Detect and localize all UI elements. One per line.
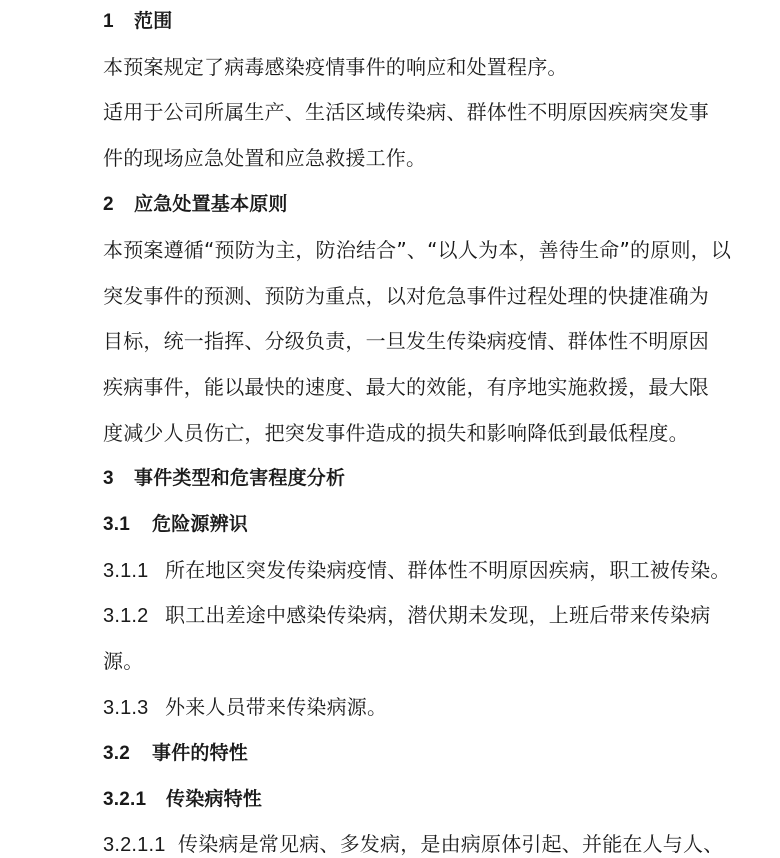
section-3-2-heading	[103, 741, 248, 766]
section-number: 3.2.1	[103, 789, 147, 810]
item-text: 外来人员带来传染病源。	[165, 695, 388, 719]
paragraph-line: 源。	[103, 649, 144, 673]
section-3-heading	[103, 466, 345, 491]
paragraph-line: 件的现场应急处置和应急救援工作。	[103, 146, 427, 170]
item-number: 3.2.1.1	[103, 834, 166, 856]
item-text: 职工出差途中感染传染病，潜伏期未发现，上班后带来传染病	[165, 603, 711, 627]
section-1-heading	[103, 9, 172, 34]
paragraph-line: 本预案遵循“预防为主，防治结合”、“以人为本，善待生命”的原则，以	[103, 238, 732, 262]
section-title: 事件的特性	[152, 742, 249, 764]
paragraph-line: 目标，统一指挥、分级负责，一旦发生传染病疫情、群体性不明原因	[103, 329, 709, 353]
paragraph: 本预案规定了病毒感染疫情事件的响应和处置程序。	[103, 55, 568, 79]
section-number: 3	[103, 468, 114, 489]
paragraph-line: 适用于公司所属生产、生活区域传染病、群体性不明原因疾病突发事	[103, 100, 709, 124]
item-text: 传染病是常见病、多发病，是由病原体引起、并能在人与人、	[178, 832, 724, 856]
section-title: 危险源辨识	[152, 513, 249, 535]
section-number: 1	[103, 11, 114, 32]
item-number: 3.1.3	[103, 697, 149, 719]
section-number: 3.2	[103, 743, 131, 764]
section-number: 3.1	[103, 514, 131, 535]
item-number: 3.1.1	[103, 560, 149, 582]
section-3-1-heading	[103, 512, 248, 537]
section-number: 2	[103, 194, 114, 215]
section-2-heading	[103, 192, 288, 217]
item-3-2-1-1	[103, 832, 723, 857]
section-3-2-1-heading	[103, 787, 262, 812]
paragraph-line: 突发事件的预测、预防为重点，以对危急事件过程处理的快捷准确为	[103, 284, 709, 308]
section-title: 应急处置基本原则	[134, 193, 288, 215]
section-title: 事件类型和危害程度分析	[134, 467, 346, 489]
item-3-1-1	[103, 558, 731, 583]
item-3-1-3	[103, 695, 387, 720]
item-text: 所在地区突发传染病疫情、群体性不明原因疾病，职工被传染。	[165, 558, 731, 582]
paragraph-line: 疾病事件，能以最快的速度、最大的效能，有序地实施救援，最大限	[103, 375, 709, 399]
item-3-1-2	[103, 603, 710, 628]
paragraph-line: 度减少人员伤亡，把突发事件造成的损失和影响降低到最低程度。	[103, 421, 689, 445]
item-number: 3.1.2	[103, 605, 149, 627]
section-title: 范围	[134, 10, 173, 32]
section-title: 传染病特性	[166, 788, 263, 810]
